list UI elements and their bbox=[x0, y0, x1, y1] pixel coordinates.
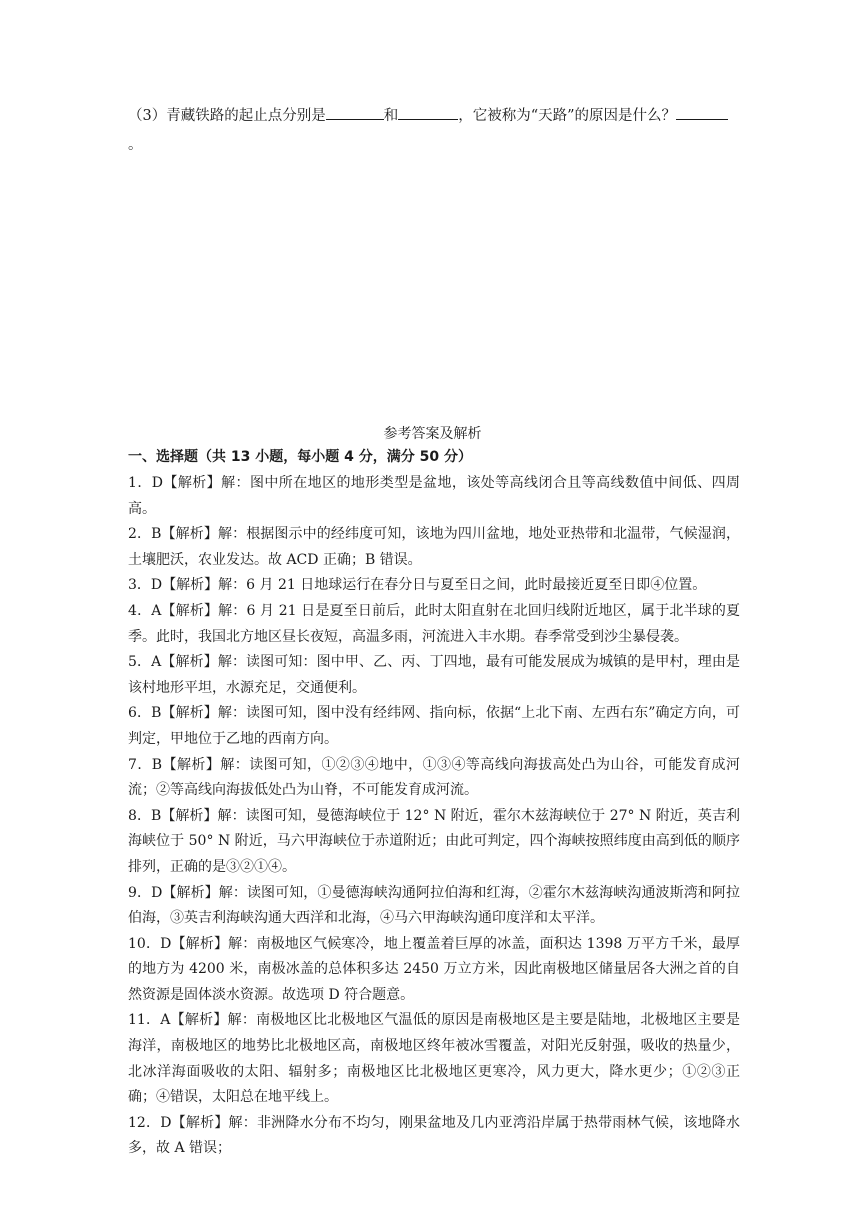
answer-blank-end bbox=[398, 105, 458, 120]
section-heading: 一、选择题（共 13 小题，每小题 4 分，满分 50 分） bbox=[128, 449, 472, 465]
answer-item: 6．B【解析】解：读图可知，图中没有经纬网、指向标，依据“上北下南、左西右东”确定方向，可判定，甲地位于乙地的西南方向。 bbox=[128, 705, 740, 747]
question-3 bbox=[128, 102, 740, 160]
answer-item: 3．D【解析】解：6 月 21 日地球运行在春分日与夏至日之间，此时最接近夏至日即④位置。 bbox=[128, 577, 707, 594]
answer-item: 1．D【解析】解：图中所在地区的地形类型是盆地，该处等高线闭合且等高线数值中间低、四周高。 bbox=[128, 475, 740, 517]
question-3-prefix: （3）青藏铁路的起止点分别是 bbox=[128, 108, 326, 124]
answer-item: 10．D【解析】解：南极地区气候寒冷，地上覆盖着巨厚的冰盖，面积达 1398 万平方千米，最厚的地方为 4200 米，南极冰盖的总体积多达 2450 万立方米，因此南极地区储量居各大洲之首的自然资源是固体淡水资源。故选项 D 符合题意。 bbox=[128, 935, 740, 1003]
question-3-mid: 和 bbox=[383, 108, 399, 124]
answers-title: 参考答案及解析 bbox=[383, 426, 482, 442]
answer-item: 7．B【解析】解：读图可知，①②③④地中，①③④等高线向海拔高处凸为山谷，可能发育成河流；②等高线向海拔低处凸为山脊，不可能发育成河流。 bbox=[128, 756, 740, 799]
answer-item: 12．D【解析】解：非洲降水分布不均匀，刚果盆地及几内亚湾沿岸属于热带雨林气候，该地降水多，故 A 错误； bbox=[128, 1114, 740, 1157]
answer-item: 5．A【解析】解：读图可知：图中甲、乙、丙、丁四地，最有可能发展成为城镇的是甲村，理由是该村地形平坦，水源充足，交通便利。 bbox=[128, 654, 740, 696]
answer-item: 9．D【解析】解：读图可知，①曼德海峡沟通阿拉伯海和红海，②霍尔木兹海峡沟通波斯湾和阿拉伯海，③英吉利海峡沟通大西洋和北海，④马六甲海峡沟通印度洋和太平洋。 bbox=[128, 884, 740, 927]
answer-item: 11．A【解析】解：南极地区比北极地区气温低的原因是南极地区是主要是陆地，北极地区主要是海洋，南极地区的地势比北极地区高，南极地区终年被冰雪覆盖，对阳光反射强，吸收的热量少，北冰洋海面吸收的太阳、辐射多；南极地区比北极地区更寒冷，风力更大，降水更少；①②③正确；④错误，太阳总在地平线上。 bbox=[128, 1012, 740, 1106]
answer-item: 2．B【解析】解：根据图示中的经纬度可知，该地为四川盆地，地处亚热带和北温带，气候湿润，土壤肥沃，农业发达。故 ACD 正确；B 错误。 bbox=[128, 526, 740, 568]
answer-list bbox=[128, 471, 740, 1162]
question-3-after: ，它被称为“天路”的原因是什么？ bbox=[458, 108, 677, 124]
answer-blank-reason bbox=[676, 105, 728, 120]
question-3-end: 。 bbox=[128, 137, 143, 153]
answer-item: 8．B【解析】解：读图可知，曼德海峡位于 12° N 附近，霍尔木兹海峡位于 27° N 附近，英吉利海峡位于 50° N 附近，马六甲海峡位于赤道附近；由此可判定，四个海峡按照纬度由高到低的顺序排列，正确的是③②①④。 bbox=[128, 807, 740, 875]
answer-item: 4．A【解析】解：6 月 21 日是夏至日前后，此时太阳直射在北回归线附近地区，属于北半球的夏季。此时，我国北方地区昼长夜短，高温多雨，河流进入丰水期。春季常受到沙尘暴侵袭。 bbox=[128, 602, 740, 645]
answer-blank-start bbox=[326, 105, 384, 120]
